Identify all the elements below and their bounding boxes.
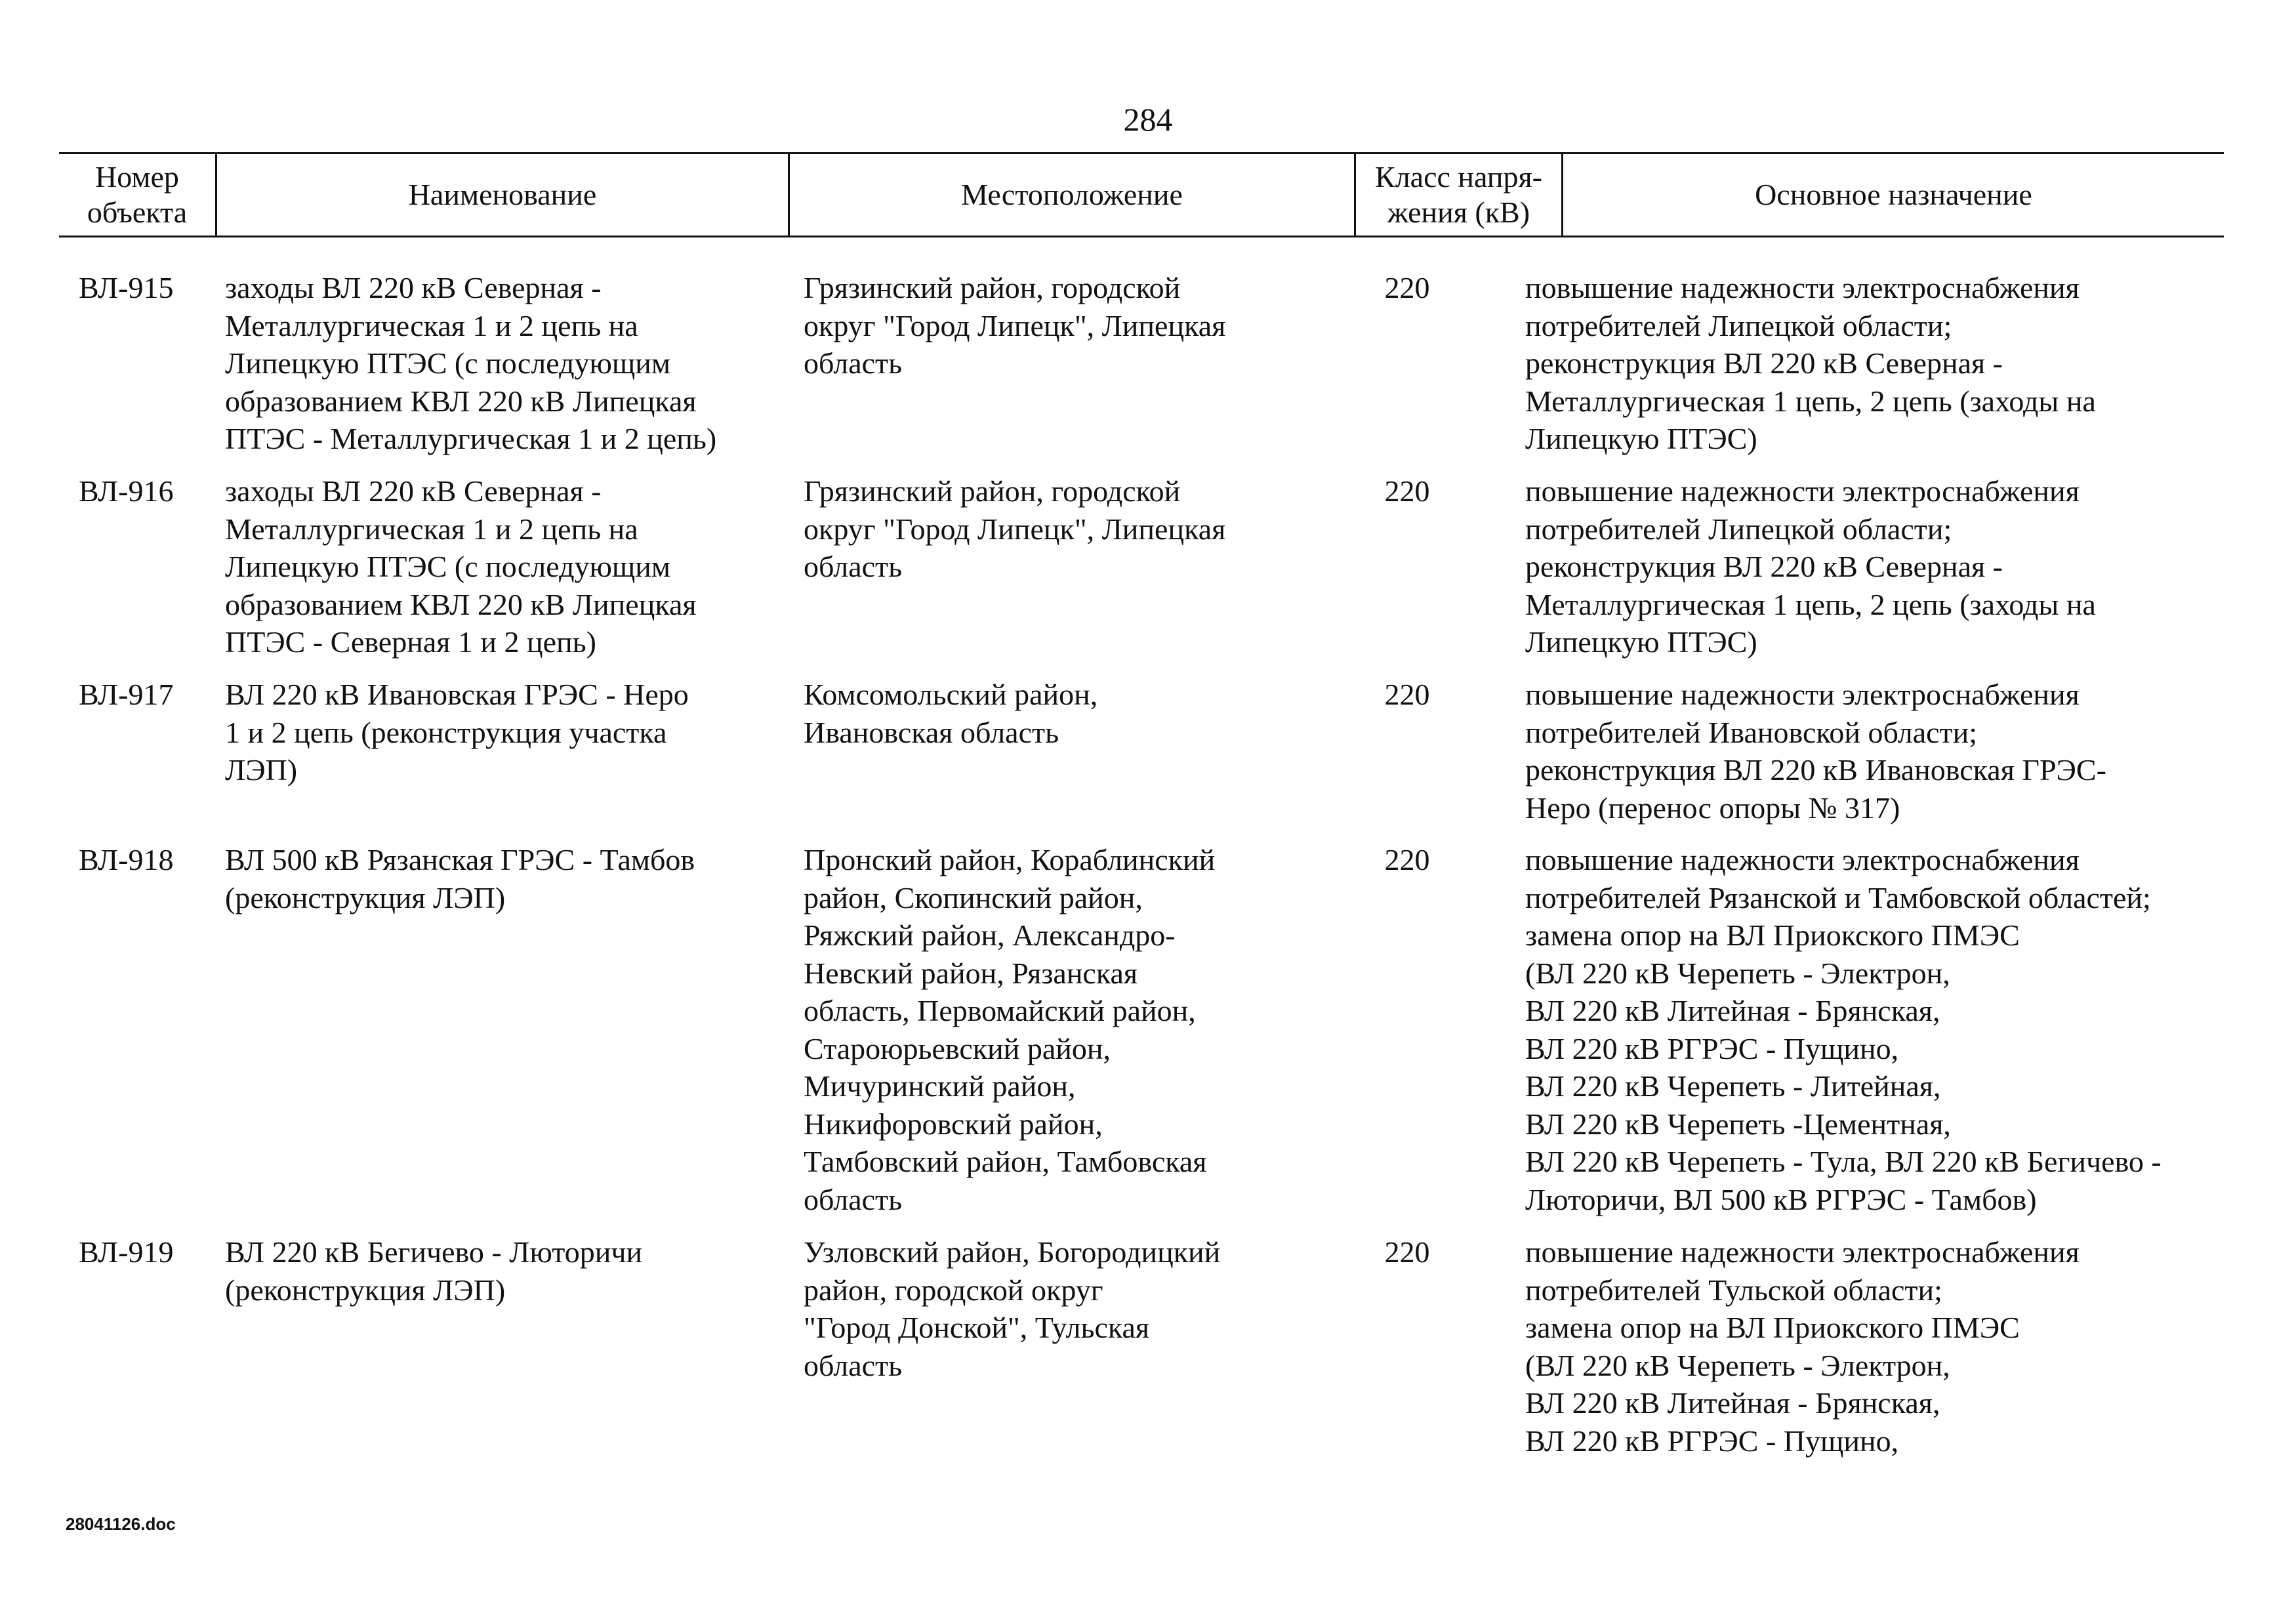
object-name: ВЛ 500 кВ Рязанская ГРЭС - Тамбов (реконструкция ЛЭП): [225, 843, 695, 914]
object-number: ВЛ-915: [79, 271, 174, 304]
object-voltage: 220: [1384, 474, 1430, 508]
object-location: Комсомольский район, Ивановская область: [804, 678, 1098, 749]
page-number: 284: [1123, 101, 1173, 138]
table-header: [59, 152, 2224, 237]
header-name: Наименование: [408, 178, 597, 211]
object-name: ВЛ 220 кВ Ивановская ГРЭС - Неро 1 и 2 цепь (реконструкция участка ЛЭП): [225, 678, 689, 787]
object-voltage: 220: [1384, 843, 1430, 876]
object-number: ВЛ-917: [79, 678, 174, 711]
object-voltage: 220: [1384, 678, 1430, 711]
object-number: ВЛ-919: [79, 1235, 174, 1269]
header-purpose: Основное назначение: [1755, 178, 2032, 211]
object-purpose: повышение надежности электроснабжения потребителей Липецкой области; реконструкция ВЛ 220 кВ Северная - Металлургическая 1 цепь, 2 цепь (заходы на Липецкую ПТЭС): [1525, 271, 2096, 455]
object-location: Грязинский район, городской округ "Город Липецк", Липецкая область: [804, 474, 1226, 583]
object-number: ВЛ-918: [79, 843, 174, 876]
object-location: Пронский район, Кораблинский район, Скопинский район, Ряжский район, Александро- Невский район, Рязанская область, Первомайский район, Староюрьевский район, Мичуринский район, Никифоровский район, Тамбовский район, Тамбовская область: [804, 843, 1216, 1216]
object-name: ВЛ 220 кВ Бегичево - Люторичи (реконструкция ЛЭП): [225, 1235, 643, 1307]
object-voltage: 220: [1384, 1235, 1430, 1269]
object-purpose: повышение надежности электроснабжения потребителей Ивановской области; реконструкция ВЛ 220 кВ Ивановская ГРЭС- Неро (перенос опоры № 317): [1525, 678, 2106, 825]
object-voltage: 220: [1384, 271, 1430, 304]
header-voltage: Класс напря- жения (кВ): [1375, 160, 1542, 229]
object-purpose: повышение надежности электроснабжения потребителей Рязанской и Тамбовской областей; замена опор на ВЛ Приокского ПМЭС (ВЛ 220 кВ Черепеть - Электрон, ВЛ 220 кВ Литейная - Брянская, ВЛ 220 кВ РГРЭС - Пущино, ВЛ 220 кВ Черепеть - Литейная, ВЛ 220 кВ Черепеть -Цементная, ВЛ 220 кВ Черепеть - Тула, ВЛ 220 кВ Бегичево - Люторичи, ВЛ 500 кВ РГРЭС - Тамбов): [1525, 843, 2162, 1216]
header-number: Номер объекта: [87, 160, 188, 229]
object-name: заходы ВЛ 220 кВ Северная - Металлургическая 1 и 2 цепь на Липецкую ПТЭС (с последующим образованием КВЛ 220 кВ Липецкая ПТЭС - Металлургическая 1 и 2 цепь): [225, 271, 717, 455]
object-name: заходы ВЛ 220 кВ Северная - Металлургическая 1 и 2 цепь на Липецкую ПТЭС (с последующим образованием КВЛ 220 кВ Липецкая ПТЭС - Северная 1 и 2 цепь): [225, 474, 697, 659]
footer-filename: 28041126.doc: [66, 1514, 176, 1534]
object-purpose: повышение надежности электроснабжения потребителей Липецкой области; реконструкция ВЛ 220 кВ Северная - Металлургическая 1 цепь, 2 цепь (заходы на Липецкую ПТЭС): [1525, 474, 2096, 659]
object-location: Узловский район, Богородицкий район, городской округ "Город Донской", Тульская область: [804, 1235, 1221, 1382]
header-location: Местоположение: [961, 178, 1183, 211]
object-purpose: повышение надежности электроснабжения потребителей Тульской области; замена опор на ВЛ Приокского ПМЭС (ВЛ 220 кВ Черепеть - Электрон, ВЛ 220 кВ Литейная - Брянская, ВЛ 220 кВ РГРЭС - Пущино,: [1525, 1235, 2080, 1458]
object-location: Грязинский район, городской округ "Город Липецк", Липецкая область: [804, 271, 1226, 380]
object-number: ВЛ-916: [79, 474, 174, 508]
